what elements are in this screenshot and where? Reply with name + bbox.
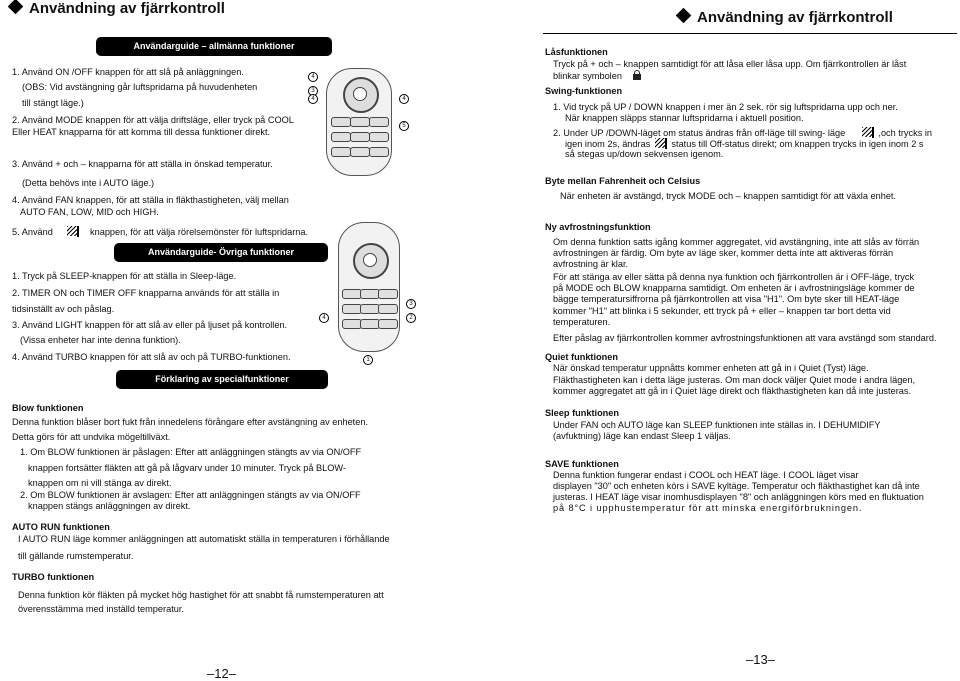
item5-suffix: knappen, för att välja rörelsemönster för luftspridarna. bbox=[90, 227, 309, 237]
remote-button bbox=[369, 117, 389, 127]
left-header-text: Användning av fjärrkontroll bbox=[29, 0, 225, 17]
text-line: avfrostningen är färdig. Om byte av läge sker, kommer detta inte att aktiveras förrän bbox=[553, 248, 894, 258]
remote-button bbox=[378, 304, 398, 314]
text-line: Denna funktion fungerar endast i COOL och HEAT läge. I COOL läget visar bbox=[553, 470, 859, 480]
text-line: 3. Använd + och – knapparna för att ställa in önskad temperatur. bbox=[12, 159, 273, 169]
blow-title: Blow funktionen bbox=[12, 403, 84, 413]
text-line: temperaturen. bbox=[553, 317, 611, 327]
text-line: För att stänga av eller sätta på denna nya funktion och fjärrkontrollen är i OFF-läge, tryck bbox=[553, 272, 915, 282]
callout-marker: 4 bbox=[308, 94, 318, 104]
callout-marker: 2 bbox=[406, 313, 416, 323]
text-line: Detta görs för att undvika mögeltillväxt. bbox=[12, 432, 171, 442]
text-line: (avfuktning) läge kan endast Sleep 1 väljas. bbox=[553, 431, 731, 441]
text-line: avfrostning är klar. bbox=[553, 259, 629, 269]
text-line: till gällande rumstemperatur. bbox=[18, 551, 134, 561]
text-line: När önskad temperatur uppnåtts kommer enheten att gå in i Quiet (Tyst) läge. bbox=[553, 363, 869, 373]
text-line: 1. Tryck på SLEEP-knappen för att ställa in Sleep-läge. bbox=[12, 271, 237, 281]
swing-text-d: status till Off-status direkt; om knappen trycks in igen inom 2 s bbox=[671, 139, 924, 149]
save-title: SAVE funktionen bbox=[545, 459, 619, 469]
callout-marker: 3 bbox=[406, 299, 416, 309]
quiet-title: Quiet funktionen bbox=[545, 352, 618, 362]
text-line: 4. Använd TURBO knappen för att slå av och på TURBO-funktionen. bbox=[12, 352, 291, 362]
text-line: AUTO FAN, LOW, MID och HIGH. bbox=[20, 207, 159, 217]
swing-title: Swing-funktionen bbox=[545, 86, 623, 96]
text-line: Eller HEAT knapparna för att komma till dessa funktioner direkt. bbox=[12, 127, 271, 137]
remote-button bbox=[360, 304, 380, 314]
text-line: (OBS: Vid avstängning går luftspridarna på huvudenheten bbox=[22, 82, 258, 92]
page-number-value: 12 bbox=[214, 666, 229, 681]
remote-button bbox=[360, 319, 380, 329]
text-line: till stängt läge.) bbox=[22, 98, 84, 108]
swing-icon bbox=[862, 127, 874, 138]
swing-text-a: 2. Under UP /DOWN-läget om status ändras från off-läge till swing- läge bbox=[553, 128, 846, 138]
defrost-title: Ny avfrostningsfunktion bbox=[545, 222, 651, 232]
text-line: Under FAN och AUTO läge kan SLEEP funktionen inte ställas in. I DEHUMIDIFY bbox=[553, 420, 881, 430]
lock-icon bbox=[633, 74, 641, 80]
text-line-item5 bbox=[12, 226, 308, 238]
text-line: Denna funktion blåser bort fukt från innedelens förångare efter avstängning av enheten. bbox=[12, 417, 368, 427]
text-line-lock bbox=[553, 71, 641, 82]
center-button-icon bbox=[353, 87, 367, 101]
callout-marker: 4 bbox=[399, 94, 409, 104]
remote-button bbox=[378, 319, 398, 329]
text-line: (Vissa enheter har inte denna funktion). bbox=[20, 335, 181, 345]
remote-button bbox=[369, 132, 389, 142]
text-line: knappen fortsätter fläkten att gå på lågvarv under 10 minuter. Tryck på BLOW- bbox=[28, 463, 346, 473]
text-line: (Detta behövs inte i AUTO läge.) bbox=[22, 178, 155, 188]
right-header-text: Användning av fjärrkontroll bbox=[697, 9, 893, 26]
section-pill-general: Användarguide – allmänna funktioner bbox=[96, 37, 332, 56]
text-line: 2. Använd MODE knappen för att välja driftsläge, eller tryck på COOL bbox=[12, 115, 294, 125]
remote-button bbox=[331, 117, 351, 127]
page-number-right: –13– bbox=[746, 652, 775, 667]
remote-button bbox=[378, 289, 398, 299]
callout-marker: 3 bbox=[308, 86, 318, 96]
remote-button bbox=[342, 289, 362, 299]
swing-icon bbox=[67, 226, 79, 237]
remote-button bbox=[360, 289, 380, 299]
callout-marker: 4 bbox=[319, 313, 329, 323]
item5-prefix: 5. Använd bbox=[12, 227, 53, 237]
text-line: I AUTO RUN läge kommer anläggningen att automatiskt ställa in temperaturen i förhållande bbox=[18, 534, 390, 544]
remote-button bbox=[350, 132, 370, 142]
callout-marker: 5 bbox=[399, 121, 409, 131]
text-line: displayen "30" och enheten körs i SAVE kyltäge. Temperatur och fläkthastighet kan då inte bbox=[553, 481, 920, 491]
swing-text-c: igen inom 2s, ändras bbox=[565, 139, 651, 149]
text-line: 3. Använd LIGHT knappen för att slå av eller på ljuset på kontrollen. bbox=[12, 320, 288, 330]
center-button-icon bbox=[363, 253, 377, 267]
text-line: tidsinställt av och påslag. bbox=[12, 304, 115, 314]
lock-title: Låsfunktionen bbox=[545, 47, 608, 57]
text-line: på MODE och BLOW knapparna samtidigt. Om enheten är i avfrostningsläge kommer de bbox=[553, 283, 915, 293]
remote-button bbox=[331, 147, 351, 157]
text-line: Denna funktion kör fläkten på mycket hög hastighet för att snabbt få rumstemperaturen att bbox=[18, 590, 384, 600]
text-line: Tryck på + och – knappen samtidigt för att låsa eller låsa upp. Om fjärrkontrollen är låst bbox=[553, 59, 907, 69]
sleep-title: Sleep funktionen bbox=[545, 408, 620, 418]
section-pill-other: Användarguide- Övriga funktioner bbox=[114, 243, 328, 262]
text-line: 2. Om BLOW funktionen är avslagen: Efter att anläggningen stängts av via ON/OFF bbox=[20, 490, 361, 500]
turbo-title: TURBO funktionen bbox=[12, 572, 95, 582]
callout-marker: 4 bbox=[308, 72, 318, 82]
text-line: kommer "H1" att blinka i 5 sekunder, ett tryck på + eller – knappen tar bort detta vid bbox=[553, 306, 891, 316]
text-line: knappen stängs anläggningen av direkt. bbox=[28, 501, 191, 511]
diamond-bullet-icon bbox=[8, 0, 24, 14]
remote-button bbox=[350, 147, 370, 157]
remote-control-illustration bbox=[338, 222, 400, 352]
page-number-left: –12– bbox=[207, 666, 236, 681]
text-line: Efter påslag av fjärrkontrollen kommer avfrostningsfunktionen att vara avstängd som standard. bbox=[553, 333, 937, 343]
header-divider bbox=[543, 33, 957, 34]
remote-button bbox=[331, 132, 351, 142]
text-line: 1. Vid tryck på UP / DOWN knappen i mer än 2 sek. rör sig luftspridarna upp och ner. bbox=[553, 102, 898, 112]
text-line: 1. Om BLOW funktionen är påslagen: Efter att anläggningen stängts av via ON/OFF bbox=[20, 447, 362, 457]
text-line: 1. Använd ON /OFF knappen för att slå på anläggningen. bbox=[12, 67, 244, 77]
text-line: bägge temperatursiffrorna på fjärrkontrollen att visa "H1". Om byte sker till HEAT-läge bbox=[553, 294, 900, 304]
text-line: 4. Använd FAN knappen, för att ställa in fläkthastigheten, välj mellan bbox=[12, 195, 289, 205]
swing-off-icon bbox=[655, 138, 667, 149]
swing-text-b: ,och trycks in bbox=[878, 128, 932, 138]
text-line: så stegas up/down sekvensen igenom. bbox=[565, 149, 724, 159]
remote-control-illustration bbox=[326, 68, 392, 176]
remote-button bbox=[342, 304, 362, 314]
page-number-value: 13 bbox=[753, 652, 768, 667]
text-line: 2. TIMER ON och TIMER OFF knapparna används för att ställa in bbox=[12, 288, 280, 298]
text-line: Om denna funktion satts igång kommer aggregatet, vid avstängning, inte att slås av förrän bbox=[553, 237, 920, 247]
text-line: på 8°C i upphustemperatur för att minska energiförbrukningen. bbox=[553, 503, 863, 513]
section-pill-special: Förklaring av specialfunktioner bbox=[116, 370, 328, 389]
right-page-header bbox=[678, 9, 893, 26]
left-page-header bbox=[10, 0, 225, 17]
remote-button bbox=[350, 117, 370, 127]
text-line: justeras. I HEAT läge visar inomhusdisplayen "8" och anläggningen körs med en fluktuation bbox=[553, 492, 924, 502]
text-line: kommer aggregatet att gå in i Quiet läge direkt och fläkthastigheten kan då inte justeras. bbox=[553, 386, 912, 396]
diamond-bullet-icon bbox=[676, 8, 692, 24]
text-line: När enheten är avstängd, tryck MODE och – knappen samtidigt för att växla enhet. bbox=[560, 191, 897, 201]
remote-button bbox=[369, 147, 389, 157]
text-line: överensstämma med inställd temperatur. bbox=[18, 604, 184, 614]
text-line: knappen om ni vill stänga av direkt. bbox=[28, 478, 172, 488]
autorun-title: AUTO RUN funktionen bbox=[12, 522, 110, 532]
callout-marker: 1 bbox=[363, 355, 373, 365]
remote-button bbox=[342, 319, 362, 329]
fc-title: Byte mellan Fahrenheit och Celsius bbox=[545, 176, 701, 186]
lock-text: blinkar symbolen bbox=[553, 71, 622, 81]
text-line: Fläkthastigheten kan i detta läge justeras. Om man dock väljer Quiet mode i andra lägen, bbox=[553, 375, 916, 385]
text-line: När knappen släpps stannar luftspridarna i aktuell position. bbox=[565, 113, 804, 123]
